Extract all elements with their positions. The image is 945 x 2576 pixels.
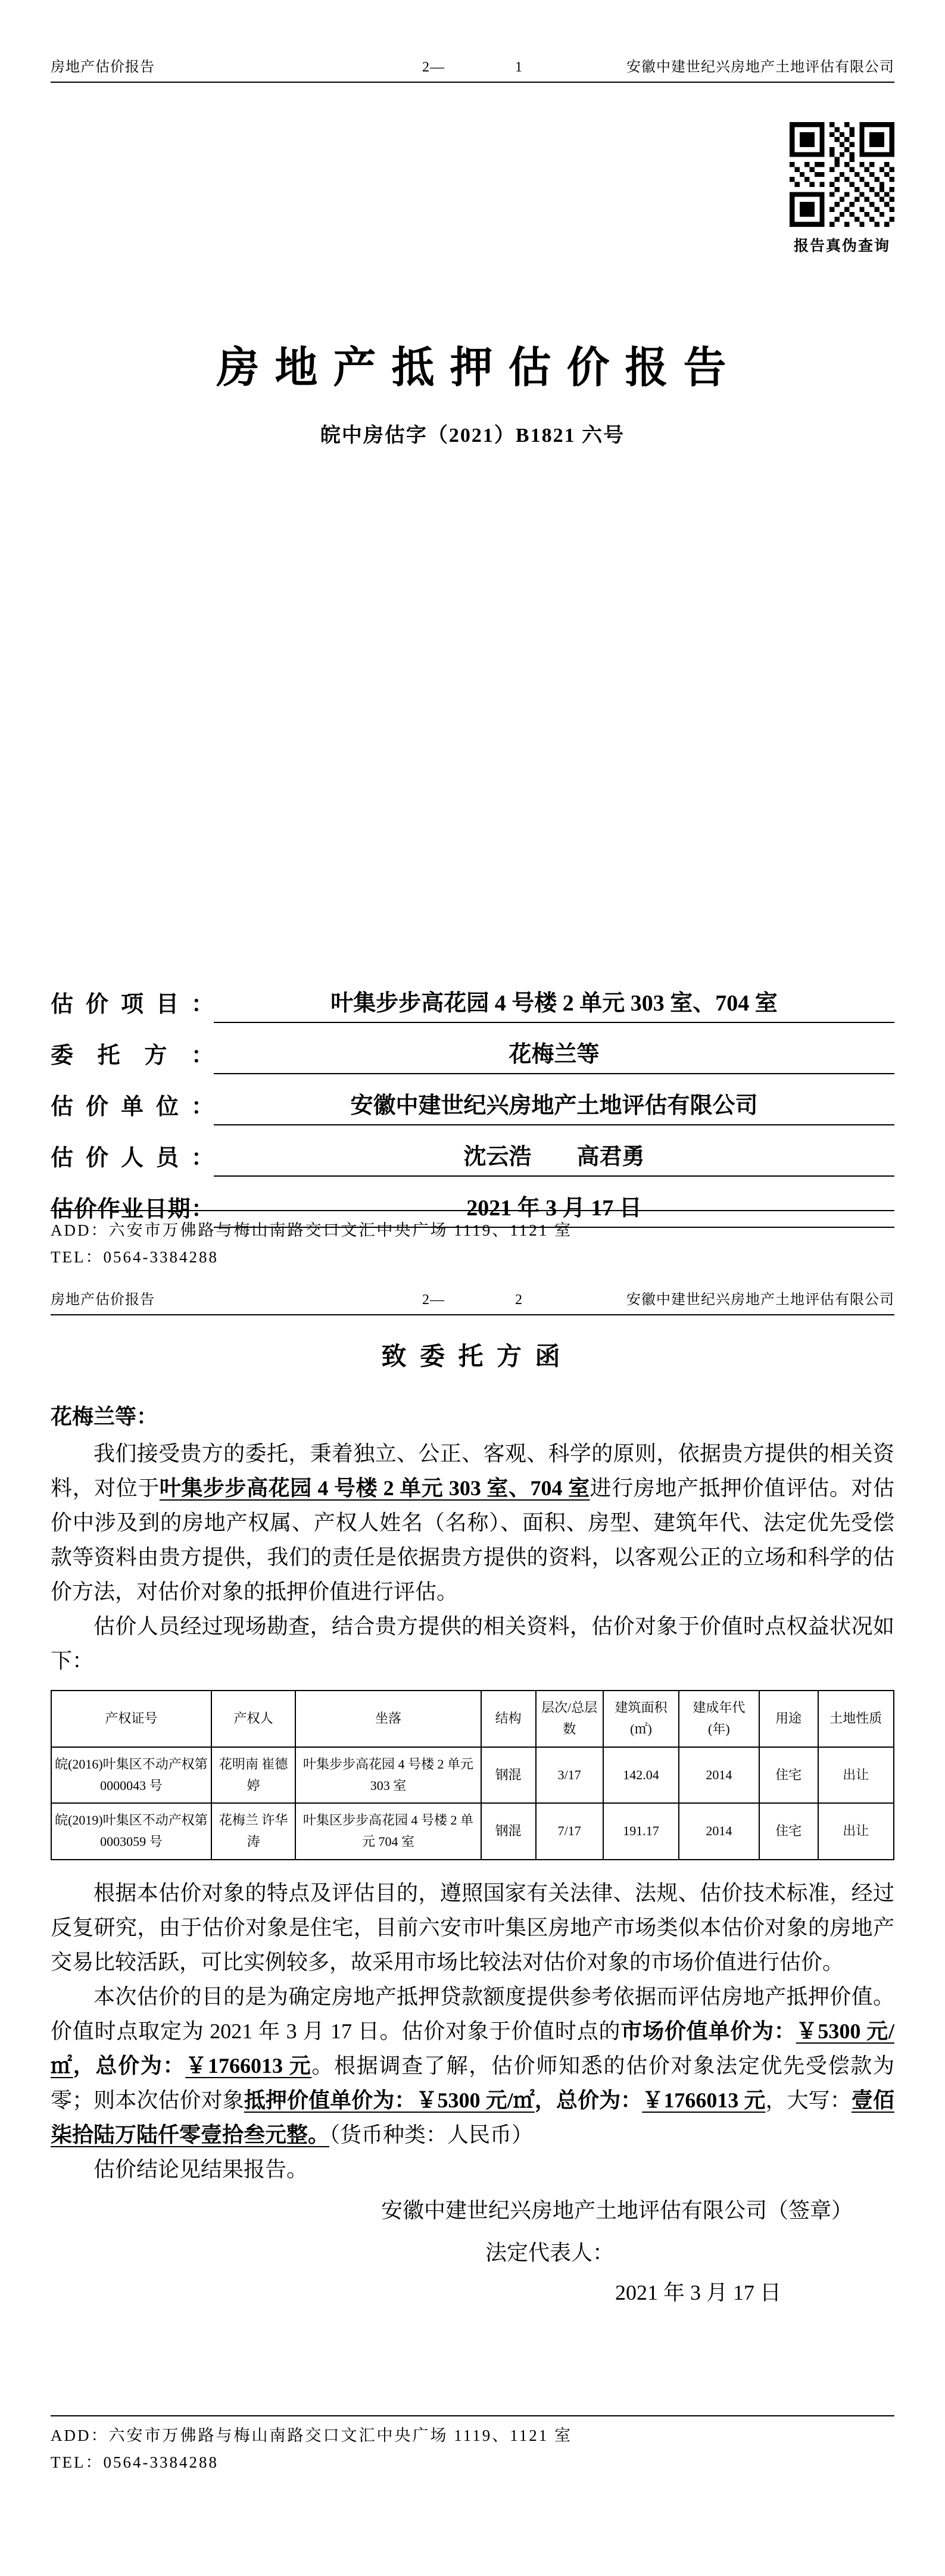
header-page-total: 2—	[422, 1292, 445, 1308]
mortgage-unit-price: ￥5300 元/㎡	[416, 2088, 535, 2112]
mortgage-unit-price-label: 抵押价值单价为：	[244, 2088, 416, 2112]
table-cell: 出让	[818, 1803, 894, 1860]
table-cell: 7/17	[536, 1803, 603, 1860]
col-header-certificate-no: 产权证号	[51, 1691, 211, 1747]
table-cell: 出让	[818, 1747, 894, 1804]
paragraph-method: 根据本估价对象的特点及评估目的，遵照国家有关法律、法规、估价技术标准，经过反复研究，由于估价对象是住宅，目前六安市叶集区房地产市场类似本估价对象的房地产交易比较活跃，可比实例较多，故采用市场比较法对估价对象的市场价值进行估价。	[51, 1880, 894, 1974]
property-rights-table	[51, 1690, 894, 1860]
table-cell: 花梅兰 许华涛	[211, 1803, 296, 1860]
table-cell: 叶集步步高花园 4 号楼 2 单元 303 室	[295, 1747, 481, 1804]
table-header-row	[51, 1691, 894, 1747]
qr-code-icon	[790, 122, 894, 227]
form-row-appraisal-organization	[51, 1074, 894, 1125]
table-cell: 皖(2016)叶集区不动产权第 0000043 号	[51, 1747, 211, 1804]
header-company-name: 安徽中建世纪兴房地产土地评估有限公司	[626, 1292, 894, 1308]
header-page-indicator	[422, 1292, 523, 1308]
table-cell: 142.04	[603, 1747, 679, 1804]
table-cell: 191.17	[603, 1803, 679, 1860]
header-page-number: 2	[515, 1292, 523, 1308]
prior-claims-text: 。根据调查了解，估价师知悉的估价对象法定优先受偿款为零；则本次估价对象	[51, 2053, 894, 2112]
report-date: 2021 年 3 月 17 日	[615, 2280, 781, 2304]
col-header-year-built: 建成年代(年)	[679, 1691, 759, 1747]
form-label-client: 委托方：	[51, 1043, 214, 1068]
form-value-client: 花梅兰等	[214, 1036, 894, 1074]
salutation: 花梅兰等：	[51, 1405, 158, 1429]
page-header	[51, 1274, 894, 1315]
page-footer	[51, 2415, 894, 2476]
table-cell: 叶集区步步高花园 4 号楼 2 单元 704 室	[295, 1803, 481, 1860]
header-page-number: 1	[515, 60, 523, 75]
letter-title: 致 委 托 方 函	[381, 1343, 564, 1371]
page-1	[0, 0, 945, 1274]
form-label-appraisal-date: 估价作业日期：	[51, 1197, 214, 1222]
form-row-appraisers	[51, 1125, 894, 1177]
form-row-appraisal-project	[51, 972, 894, 1023]
page-footer	[51, 1210, 894, 1271]
table-cell: 钢混	[481, 1803, 536, 1860]
mortgage-total-label: ，总价为：	[534, 2088, 643, 2112]
form-value-appraisal-project: 叶集步步高花园 4 号楼 2 单元 303 室、704 室	[214, 984, 894, 1023]
table-cell: 花明南 崔德婷	[211, 1747, 296, 1804]
cover-form	[51, 972, 894, 1228]
footer-tel: TEL：0564-3384288	[51, 1248, 219, 1266]
commission-text-pre: 我们接受贵方的委托，秉着独立、公正、客观、科学的原则，依据贵方提供的相关资料，对位于	[51, 1442, 894, 1500]
form-value-appraisal-date: 2021 年 3 月 17 日	[214, 1189, 894, 1228]
commission-text-post: 进行房地产抵押价值评估。对估价中涉及到的房地产权属、产权人姓名（名称）、面积、房型、建筑年代、法定优先受偿款等资料由贵方提供，我们的责任是依据贵方提供的资料，以客观公正的立场和科学的估价方法，对估价对象的抵押价值进行评估。	[51, 1476, 894, 1604]
amount-in-words: 壹佰柒拾陆万陆仟零壹拾叁元整。	[51, 2088, 894, 2147]
col-header-location: 坐落	[295, 1691, 481, 1747]
market-total-label: ，总价为：	[73, 2053, 186, 2078]
form-label-appraisers: 估价人员：	[51, 1146, 214, 1171]
form-label-appraisal-organization: 估价单位：	[51, 1094, 214, 1119]
col-header-structure: 结构	[481, 1691, 536, 1747]
table-cell: 皖(2019)叶集区不动产权第 0003059 号	[51, 1803, 211, 1860]
header-company-name: 安徽中建世纪兴房地产土地评估有限公司	[626, 60, 894, 75]
paragraph-survey: 估价人员经过现场勘查，结合贵方提供的相关资料，估价对象于价值时点权益状况如下：	[51, 1614, 894, 1673]
col-header-use: 用途	[759, 1691, 818, 1747]
mortgage-total-price: ￥1766013 元	[642, 2088, 766, 2112]
page-2	[0, 1274, 945, 2576]
footer-address: ADD：六安市万佛路与梅山南路交口文汇中央广场 1119、1121 室	[51, 1221, 572, 1239]
table-cell: 住宅	[759, 1747, 818, 1804]
paragraph-commission	[51, 1436, 894, 1609]
form-value-appraisal-organization: 安徽中建世纪兴房地产土地评估有限公司	[214, 1087, 894, 1125]
subject-property-name: 叶集步步高花园 4 号楼 2 单元 303 室、704 室	[159, 1476, 590, 1500]
page-header	[51, 0, 894, 83]
qr-verification-label: 报告真伪查询	[793, 238, 890, 254]
form-value-appraisers: 沈云浩 高君勇	[214, 1138, 894, 1177]
table-cell: 2014	[679, 1747, 759, 1804]
paragraph-conclusion: 估价结论见结果报告。	[93, 2157, 308, 2181]
col-header-land-nature: 土地性质	[818, 1691, 894, 1747]
valuation-intro: 本次估价的目的是为确定房地产抵押贷款额度提供参考依据而评估房地产抵押价值。价值时点取定为 2021 年 3 月 17 日。估价对象于价值时点的	[51, 1984, 894, 2043]
col-header-area: 建筑面积(㎡)	[603, 1691, 679, 1747]
col-header-floor: 层次/总层数	[536, 1691, 603, 1747]
signature-company: 安徽中建世纪兴房地产土地评估有限公司（签章）	[381, 2198, 853, 2222]
table-row	[51, 1803, 894, 1860]
col-header-owner: 产权人	[211, 1691, 296, 1747]
report-number: 皖中房估字（2021）B1821 六号	[320, 425, 625, 447]
table-cell: 住宅	[759, 1803, 818, 1860]
currency-note: （货币种类：人民币）	[329, 2122, 534, 2147]
legal-representative-label: 法定代表人：	[485, 2240, 615, 2265]
table-row	[51, 1747, 894, 1804]
header-page-total: 2—	[422, 60, 445, 75]
header-report-type: 房地产估价报告	[51, 1292, 155, 1308]
qr-block	[790, 122, 894, 255]
form-row-client	[51, 1023, 894, 1074]
header-page-indicator	[422, 60, 523, 76]
market-unit-price: ￥5300 元/㎡	[51, 2019, 894, 2078]
market-unit-price-label: 市场价值单价为：	[620, 2019, 796, 2043]
market-total-price: ￥1766013 元	[185, 2053, 312, 2078]
amount-words-label: ，大写：	[765, 2088, 852, 2112]
paragraph-valuation	[51, 1979, 894, 2152]
form-label-appraisal-project: 估价项目：	[51, 992, 214, 1017]
table-cell: 2014	[679, 1803, 759, 1860]
footer-tel: TEL：0564-3384288	[51, 2453, 219, 2471]
table-cell: 3/17	[536, 1747, 603, 1804]
report-title: 房 地 产 抵 押 估 价 报 告	[216, 344, 729, 392]
table-cell: 钢混	[481, 1747, 536, 1804]
footer-address: ADD：六安市万佛路与梅山南路交口文汇中央广场 1119、1121 室	[51, 2427, 572, 2444]
header-report-type: 房地产估价报告	[51, 60, 155, 75]
